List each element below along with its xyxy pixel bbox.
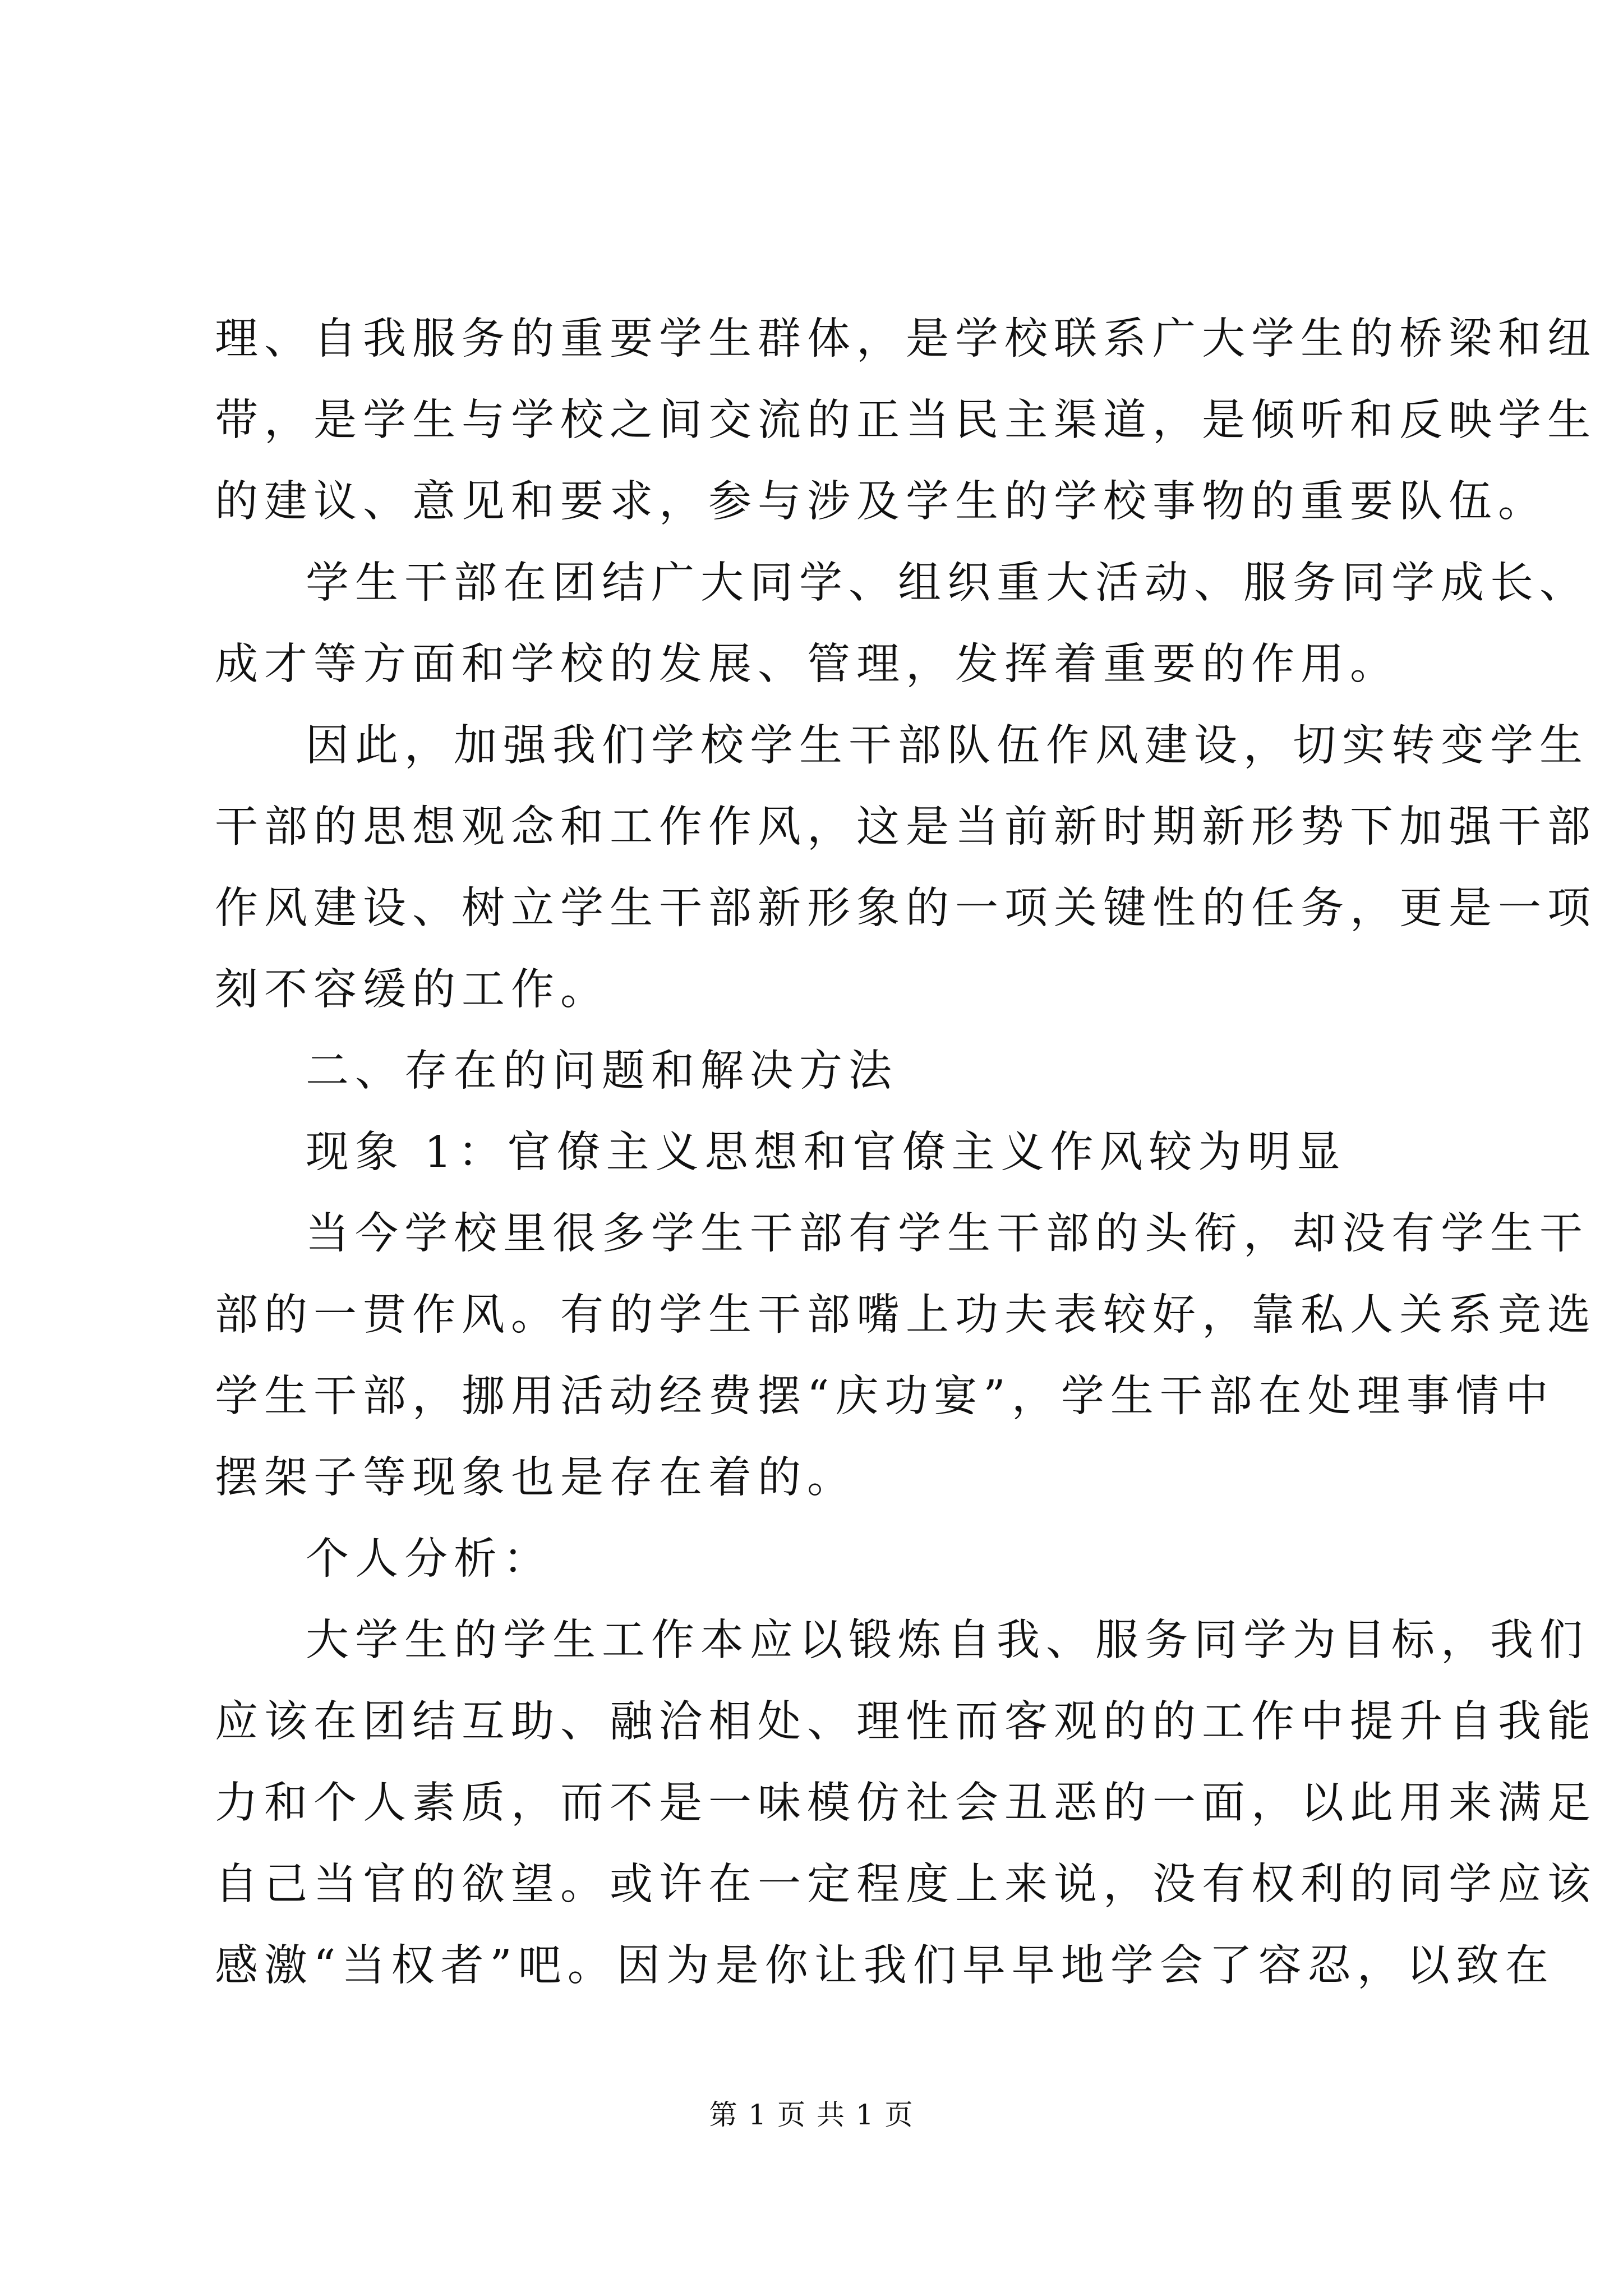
page-footer: 第 1 页 共 1 页 (709, 2099, 914, 2131)
text-line-4: 学生干部在团结广大同学、组织重大活动、服务同学成长、 (306, 558, 1589, 608)
text-line-13: 部的一贯作风。有的学生干部嘴上功夫表较好，靠私人关系竞选 (215, 1290, 1597, 1340)
text-line-21: 感激“当权者”吧。因为是你让我们早早地学会了容忍，以致在 (215, 1941, 1555, 1991)
text-line-18: 应该在团结互助、融洽相处、理性而客观的的工作中提升自我能 (215, 1697, 1597, 1747)
text-line-8: 作风建设、树立学生干部新形象的一项关键性的任务，更是一项 (215, 884, 1597, 933)
analysis-heading: 个人分析： (306, 1534, 552, 1584)
text-line-14: 学生干部，挪用活动经费摆“庆功宴”，学生干部在处理事情中 (215, 1372, 1555, 1421)
phenomenon-heading: 现象 1：官僚主义思想和官僚主义作风较为明显 (306, 1128, 1347, 1177)
text-line-3: 的建议、意见和要求，参与涉及学生的学校事物的重要队伍。 (215, 477, 1547, 527)
text-line-19: 力和个人素质，而不是一味模仿社会丑恶的一面，以此用来满足 (215, 1778, 1597, 1828)
text-line-20: 自己当官的欲望。或许在一定程度上来说，没有权利的同学应该 (215, 1860, 1597, 1910)
text-line-2: 带，是学生与学校之间交流的正当民主渠道，是倾听和反映学生 (215, 395, 1597, 445)
section-heading: 二、存在的问题和解决方法 (306, 1046, 898, 1096)
text-line-17: 大学生的学生工作本应以锻炼自我、服务同学为目标，我们 (306, 1616, 1589, 1665)
text-line-5: 成才等方面和学校的发展、管理，发挥着重要的作用。 (215, 639, 1399, 689)
text-line-6: 因此，加强我们学校学生干部队伍作风建设，切实转变学生 (306, 721, 1589, 771)
text-line-7: 干部的思想观念和工作作风，这是当前新时期新形势下加强干部 (215, 802, 1597, 852)
text-line-15: 摆架子等现象也是存在着的。 (215, 1453, 856, 1503)
text-line-1: 理、自我服务的重要学生群体，是学校联系广大学生的桥梁和纽 (215, 314, 1597, 364)
text-line-12: 当今学校里很多学生干部有学生干部的头衔，却没有学生干 (306, 1209, 1589, 1259)
text-line-9: 刻不容缓的工作。 (215, 965, 610, 1015)
